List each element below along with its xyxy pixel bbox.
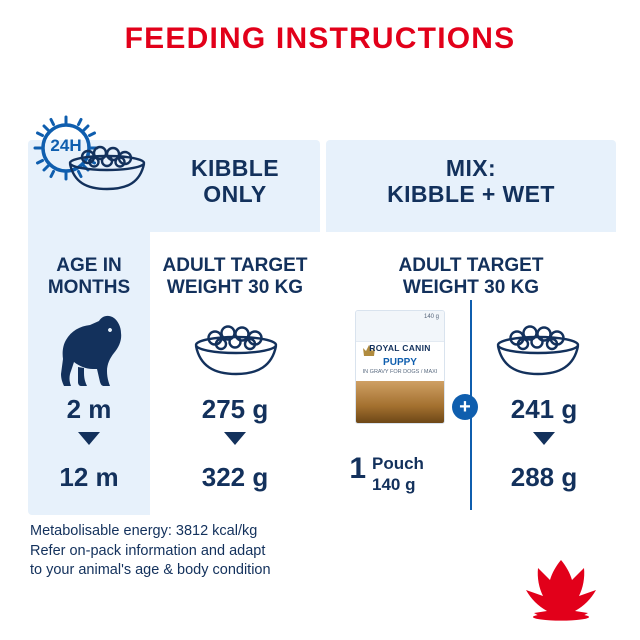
column-subheader-age bbox=[28, 255, 150, 299]
pouch-range-name: PUPPY bbox=[383, 357, 417, 368]
plus-icon: + bbox=[452, 394, 478, 420]
footnote-line2: Refer on-pack information and adapt bbox=[30, 542, 266, 559]
page-title: FEEDING INSTRUCTIONS bbox=[124, 22, 516, 55]
pouch-dog-photo bbox=[356, 381, 444, 423]
kibble-value-1: 275 g bbox=[201, 394, 269, 424]
kibble-sub-line1: ADULT TARGET bbox=[162, 255, 308, 276]
dog-silhouette-icon bbox=[44, 312, 136, 390]
footnote-line3: to your animal's age & body condition bbox=[30, 562, 271, 579]
pouch-label-line1: Pouch bbox=[372, 454, 424, 473]
age-header-line1: AGE IN bbox=[56, 255, 122, 276]
mix-value-2: 288 g bbox=[510, 462, 578, 492]
pouch-pack-weight: 140 g bbox=[423, 314, 439, 320]
column-subheader-mix bbox=[326, 255, 616, 299]
pouch-label-line2: 140 g bbox=[372, 475, 416, 495]
bowl-illustration-mix bbox=[490, 320, 586, 378]
footnote-line1: Metabolisable energy: 3812 kcal/kg bbox=[30, 523, 258, 539]
wet-food-pouch-image bbox=[355, 310, 445, 424]
pouch-count: 1 bbox=[349, 452, 366, 485]
pouch-label bbox=[372, 453, 468, 496]
column-title-kibble-only bbox=[150, 156, 320, 208]
royal-canin-crown-logo bbox=[506, 556, 616, 622]
pouch-brand-name: ROYAL CANIN bbox=[369, 343, 431, 353]
column-title-mix bbox=[326, 156, 616, 208]
clock-badge-label: 24H bbox=[50, 136, 82, 155]
kibble-sub-line2: WEIGHT 30 KG bbox=[166, 276, 304, 298]
age-value-1: 2 m bbox=[66, 394, 112, 424]
mix-title-line1: MIX: bbox=[445, 155, 497, 181]
pouch-variant-text: IN GRAVY FOR DOGS / MAXI bbox=[362, 369, 438, 375]
kibble-title-line1: KIBBLE bbox=[190, 155, 279, 181]
footnote bbox=[30, 522, 410, 581]
bowl-illustration-header bbox=[64, 142, 150, 192]
arrow-down-icon-kibble bbox=[224, 432, 246, 445]
mix-value-1: 241 g bbox=[510, 394, 578, 424]
panel-divider bbox=[322, 140, 325, 515]
bowl-illustration-kibble bbox=[188, 320, 284, 378]
kibble-value-2: 322 g bbox=[201, 462, 269, 492]
mix-sub-line1: ADULT TARGET bbox=[398, 255, 544, 276]
age-header-line2: MONTHS bbox=[47, 276, 131, 298]
arrow-down-icon-mix bbox=[533, 432, 555, 445]
mix-sub-line2: WEIGHT 30 KG bbox=[402, 276, 540, 298]
age-value-2: 12 m bbox=[59, 462, 119, 492]
mix-title-line2: KIBBLE + WET bbox=[387, 180, 555, 207]
kibble-title-line2: ONLY bbox=[203, 180, 267, 207]
arrow-down-icon-age bbox=[78, 432, 100, 445]
column-subheader-kibble bbox=[150, 255, 320, 299]
